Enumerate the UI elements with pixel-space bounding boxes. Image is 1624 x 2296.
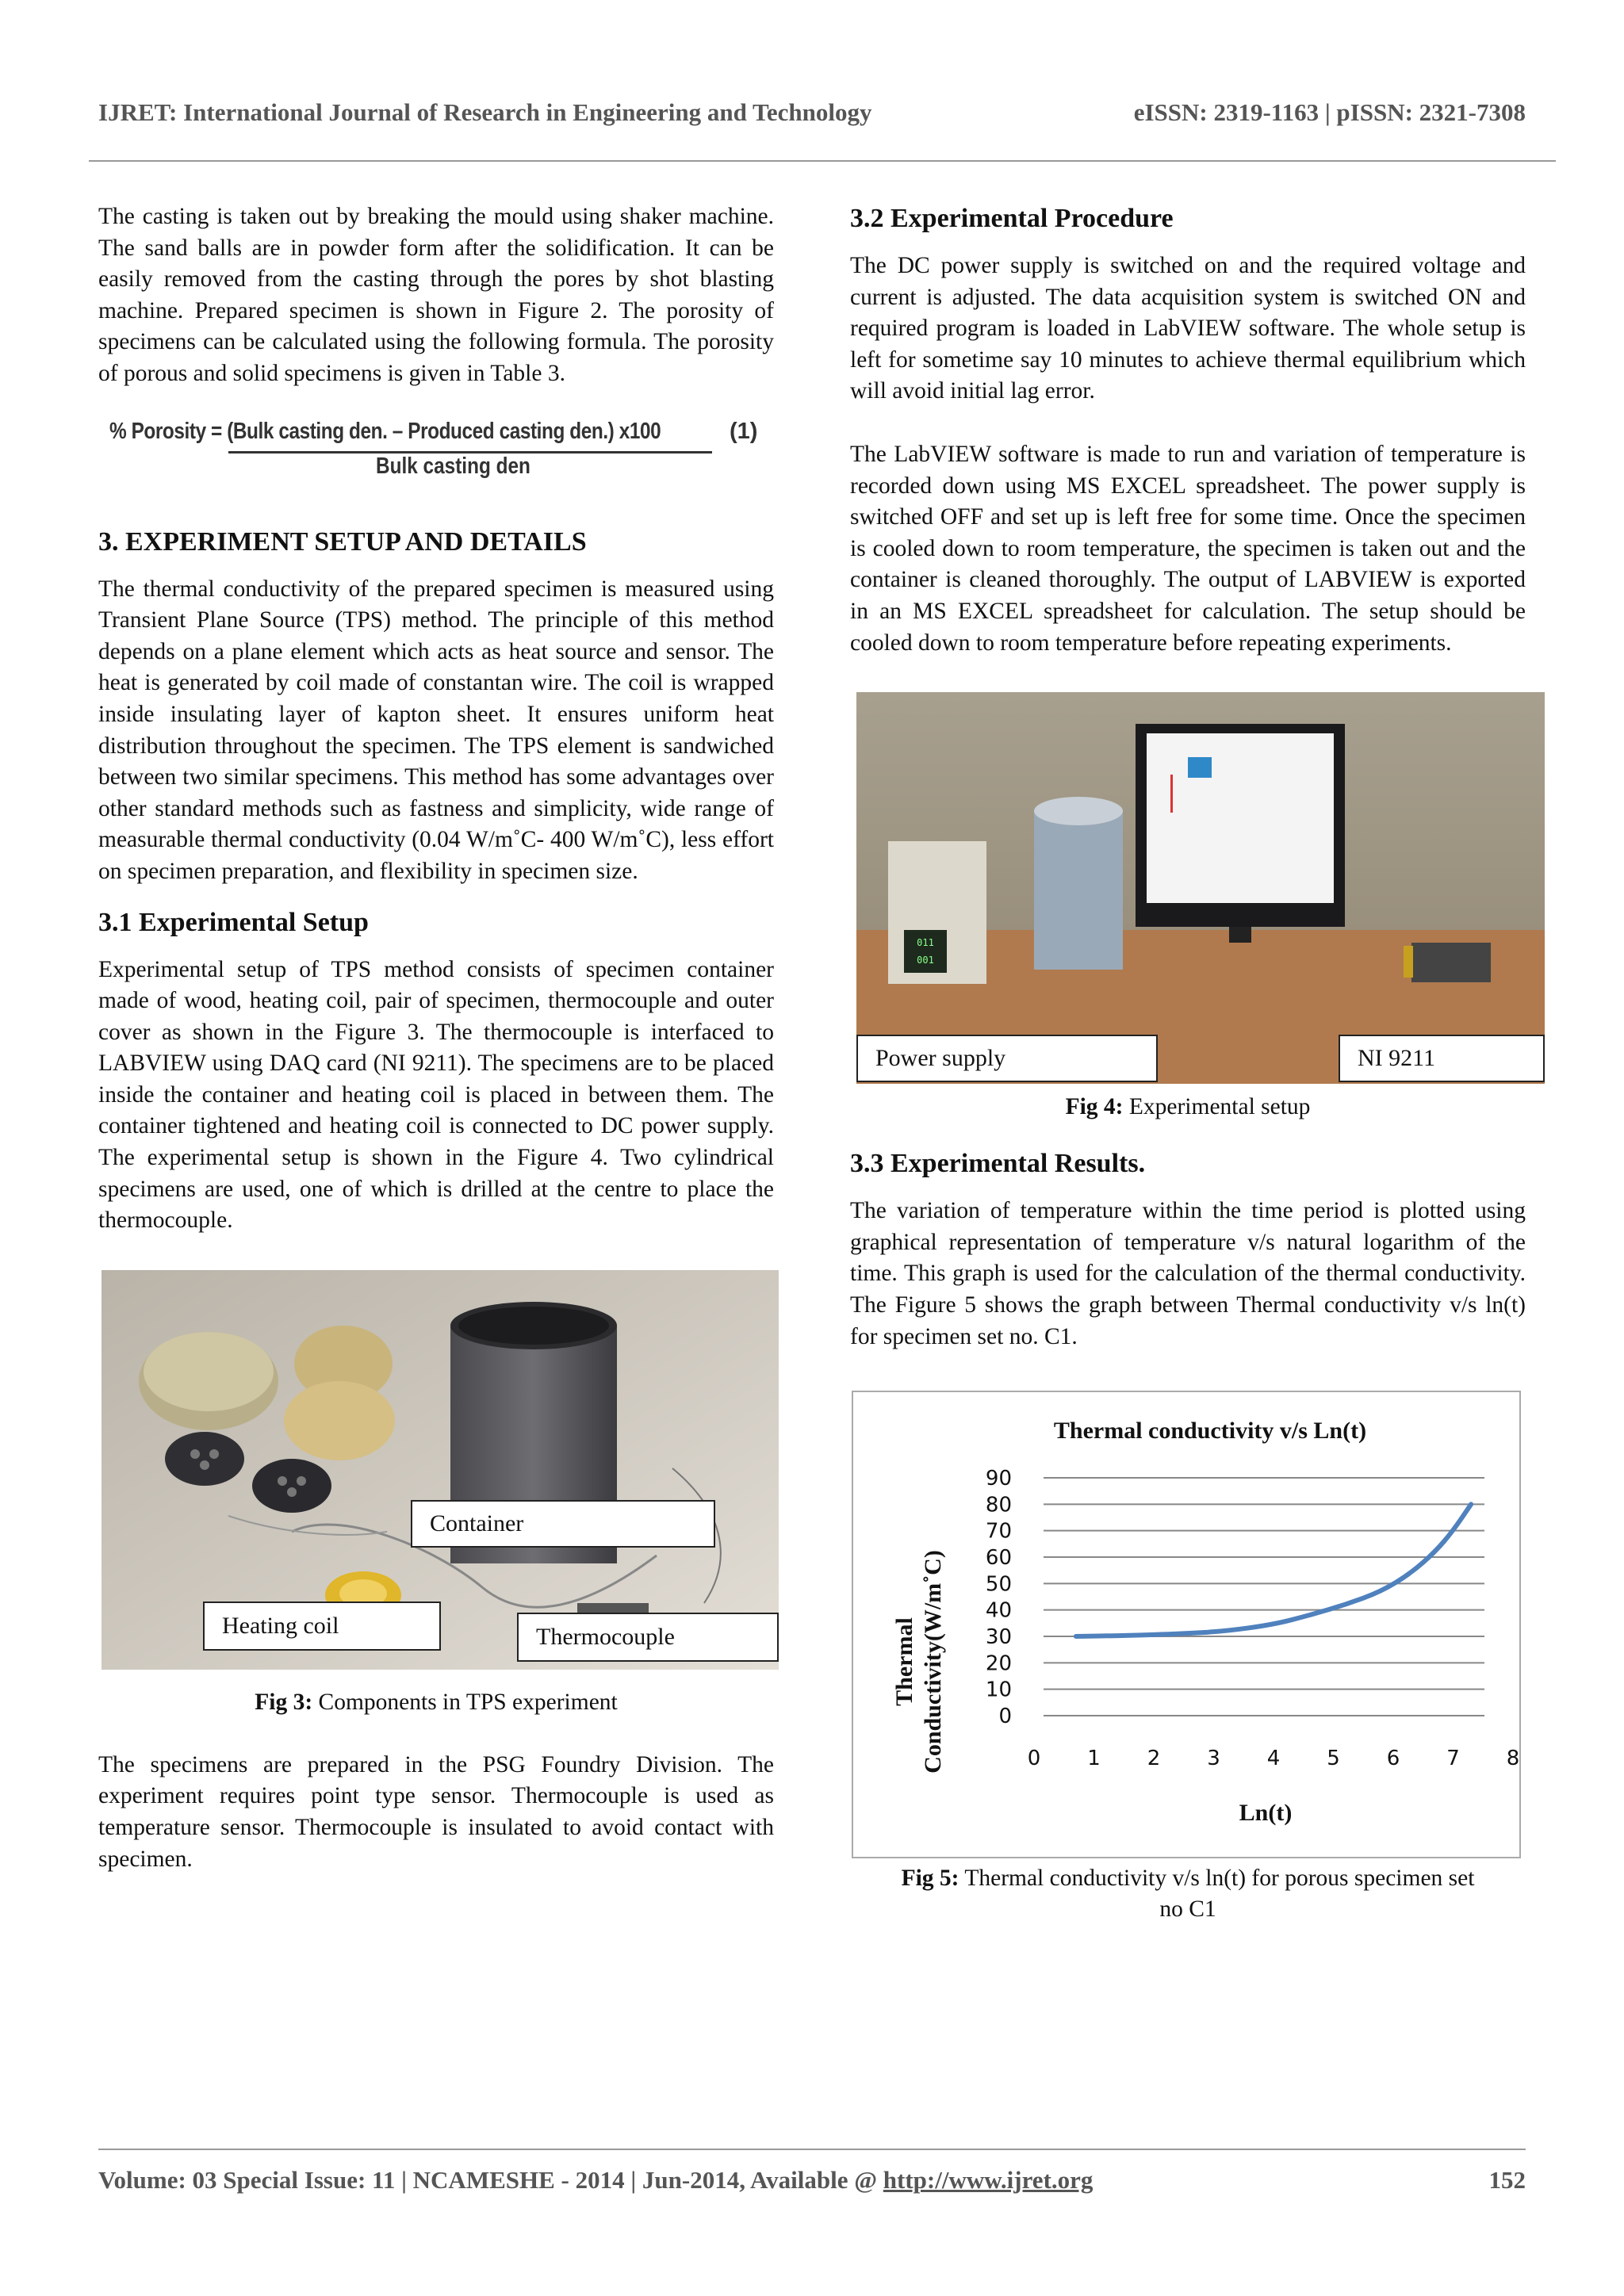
fig3-caption-prefix: Fig 3: [255,1689,313,1715]
footer-divider [98,2149,1526,2150]
chart-title: Thermal conductivity v/s Ln(t) [1053,1418,1367,1445]
display-voltage: 011 [917,937,934,949]
header-divider [89,160,1556,162]
right-column [850,201,1526,1925]
chart-x-label: Ln(t) [1239,1800,1293,1827]
formula-denominator: Bulk casting den [376,453,530,479]
journal-name: IJRET: International Journal of Research in Engineering and Technology [98,98,872,126]
fig5-chart-frame [852,1391,1521,1858]
x-tick-label: 3 [1207,1747,1220,1771]
label-heating-coil: Heating coil [203,1601,441,1651]
section-3-text: The thermal conductivity of the prepared specimen is measured using Transient Plane Source (TPS) method. The principle of this method depends on a plane element which acts as heat source and sensor. The heat is generated by coil made of constantan wire. The coil is wrapped inside insulating layer of kapton sheet. It ensures uniform heat distribution throughout the specimen. The TPS element is sandwiched between two similar specimens. This method has some advantages over other standard methods such as fastness and simplicity, wide range of measurable thermal conductivity (0.04 W/m˚C- 400 W/m˚C), less effort on specimen preparation, and flexibility in specimen size. [98,576,774,884]
fig3-caption [98,1687,774,1718]
section-3-1-text: Experimental setup of TPS method consists of specimen container made of wood, heating coil, pair of specimen, thermocouple and outer cover as shown in the Figure 3. The thermocouple is interfaced to LABVIEW using DAQ card (NI 9211). The specimens are to be placed inside the container and heating coil is placed in between them. The container tightened and heating coil is connected to DC power supply. The experimental setup is shown in the Figure 4. Two cylindrical specimens are used, one of which is drilled at the centre to place the thermocouple. [98,956,774,1234]
chart-gridlines [1044,1478,1484,1716]
x-tick-label: 0 [1027,1747,1041,1771]
section-3-2-para1: The DC power supply is switched on and the required voltage and current is adjusted. The data acquisition system is switched ON and required program is loaded in LabVIEW software. The whole setup is left for sometime say 10 minutes to achieve thermal equilibrium which will avoid initial lag error. [850,253,1526,404]
footer-citation [98,2166,1093,2195]
label-thermocouple: Thermocouple [517,1613,779,1662]
x-tick-label: 4 [1266,1747,1281,1771]
chart-x-ticks [1028,1747,1519,1770]
journal-link[interactable]: http://www.ijret.org [883,2166,1094,2194]
y-tick-label: 30 [985,1625,1012,1650]
x-tick-label: 5 [1327,1747,1340,1771]
chart-y-label-line1: Thermal [891,1617,917,1706]
chart-y-label [891,1550,946,1774]
formula-number: (1) [730,418,758,444]
y-tick-label: 60 [985,1546,1012,1571]
x-tick-label: 8 [1506,1747,1519,1771]
page-header [98,98,1526,133]
section-3-1-title: 3.1 Experimental Setup [98,907,369,937]
x-tick-label: 6 [1386,1747,1400,1771]
chart-y-label-line2: Conductivity(W/m˚C) [920,1550,946,1774]
porosity-formula [98,419,774,482]
closing-paragraph: The specimens are prepared in the PSG Foundry Division. The experiment requires point type sensor. Thermocouple is used as temperature sensor. Thermocouple is insulated to avoid contact with specimen. [98,1751,774,1872]
section-3-2-title: 3.2 Experimental Procedure [850,204,1174,233]
y-tick-label: 40 [985,1598,1012,1623]
fig4-caption-prefix: Fig 4: [1065,1094,1124,1120]
y-tick-label: 80 [985,1493,1012,1517]
label-power-supply: Power supply [856,1035,1158,1082]
section-3-3-text: The variation of temperature within the time period is plotted using graphical representation of temperature v/s natural logarithm of the time. This graph is used for the calculation of the thermal conductivity. The Figure 5 shows the graph between Thermal conductivity v/s ln(t) for specimen set no. C1. [850,1198,1526,1349]
fig3-photo [102,1270,779,1670]
label-ni-9211: NI 9211 [1339,1035,1545,1082]
section-3-3-title: 3.3 Experimental Results. [850,1149,1146,1179]
fig4-illustration [856,692,1545,1084]
section-3-2-para2: The LabVIEW software is made to run and variation of temperature is recorded down using MS EXCEL spreadsheet. The power supply is switched OFF and set up is left free for some time. Once the specimen is cooled down to room temperature, the specimen is taken out and the container is cleaned thoroughly. The output of LABVIEW is exported in an MS EXCEL spreadsheet for calculation. The setup should be cooled down to room temperature before repeating experiments. [850,441,1526,656]
display-current: 001 [917,955,934,966]
label-container: Container [411,1500,715,1548]
y-tick-label: 70 [985,1519,1012,1544]
fig4-caption-text: Experimental setup [1123,1094,1311,1120]
y-tick-label: 0 [998,1705,1012,1729]
y-tick-label: 90 [985,1467,1012,1491]
y-tick-label: 10 [985,1678,1012,1702]
fig5-caption-prefix: Fig 5: [901,1866,959,1892]
fig4-photo [856,692,1545,1084]
intro-paragraph: The casting is taken out by breaking the mould using shaker machine. The sand balls are in powder form after the solidification. It can be easily removed from the casting through the pores by shot blasting machine. Prepared specimen is shown in Figure 2. The porosity of specimens can be calculated using the following formula. The porosity of porous and solid specimens is given in Table 3. [98,204,774,386]
left-column [98,201,774,1875]
page-number: 152 [1488,2166,1526,2194]
fig5-caption [850,1863,1526,1925]
fig5-chart [853,1392,1519,1857]
formula-numerator: % Porosity = (Bulk casting den. – Produced casting den.) x100 [109,418,661,444]
fig4-caption [850,1092,1526,1123]
footer-volume-text: Volume: 03 Special Issue: 11 | NCAMESHE - 2014 | Jun-2014, Available @ [98,2166,883,2194]
chart-y-ticks [986,1467,1012,1728]
fig5-caption-line2: no C1 [1159,1896,1216,1923]
fig5-caption-line1: Thermal conductivity v/s ln(t) for porous specimen set [959,1866,1475,1892]
issn: eISSN: 2319-1163 | pISSN: 2321-7308 [1133,98,1526,126]
y-tick-label: 20 [985,1651,1012,1676]
x-tick-label: 1 [1087,1747,1101,1771]
chart-series-line [1076,1504,1471,1636]
x-tick-label: 2 [1147,1747,1161,1771]
x-tick-label: 7 [1446,1747,1460,1771]
y-tick-label: 50 [985,1572,1012,1597]
fig3-caption-text: Components in TPS experiment [312,1689,618,1715]
section-3-title: 3. EXPERIMENT SETUP AND DETAILS [98,526,587,557]
